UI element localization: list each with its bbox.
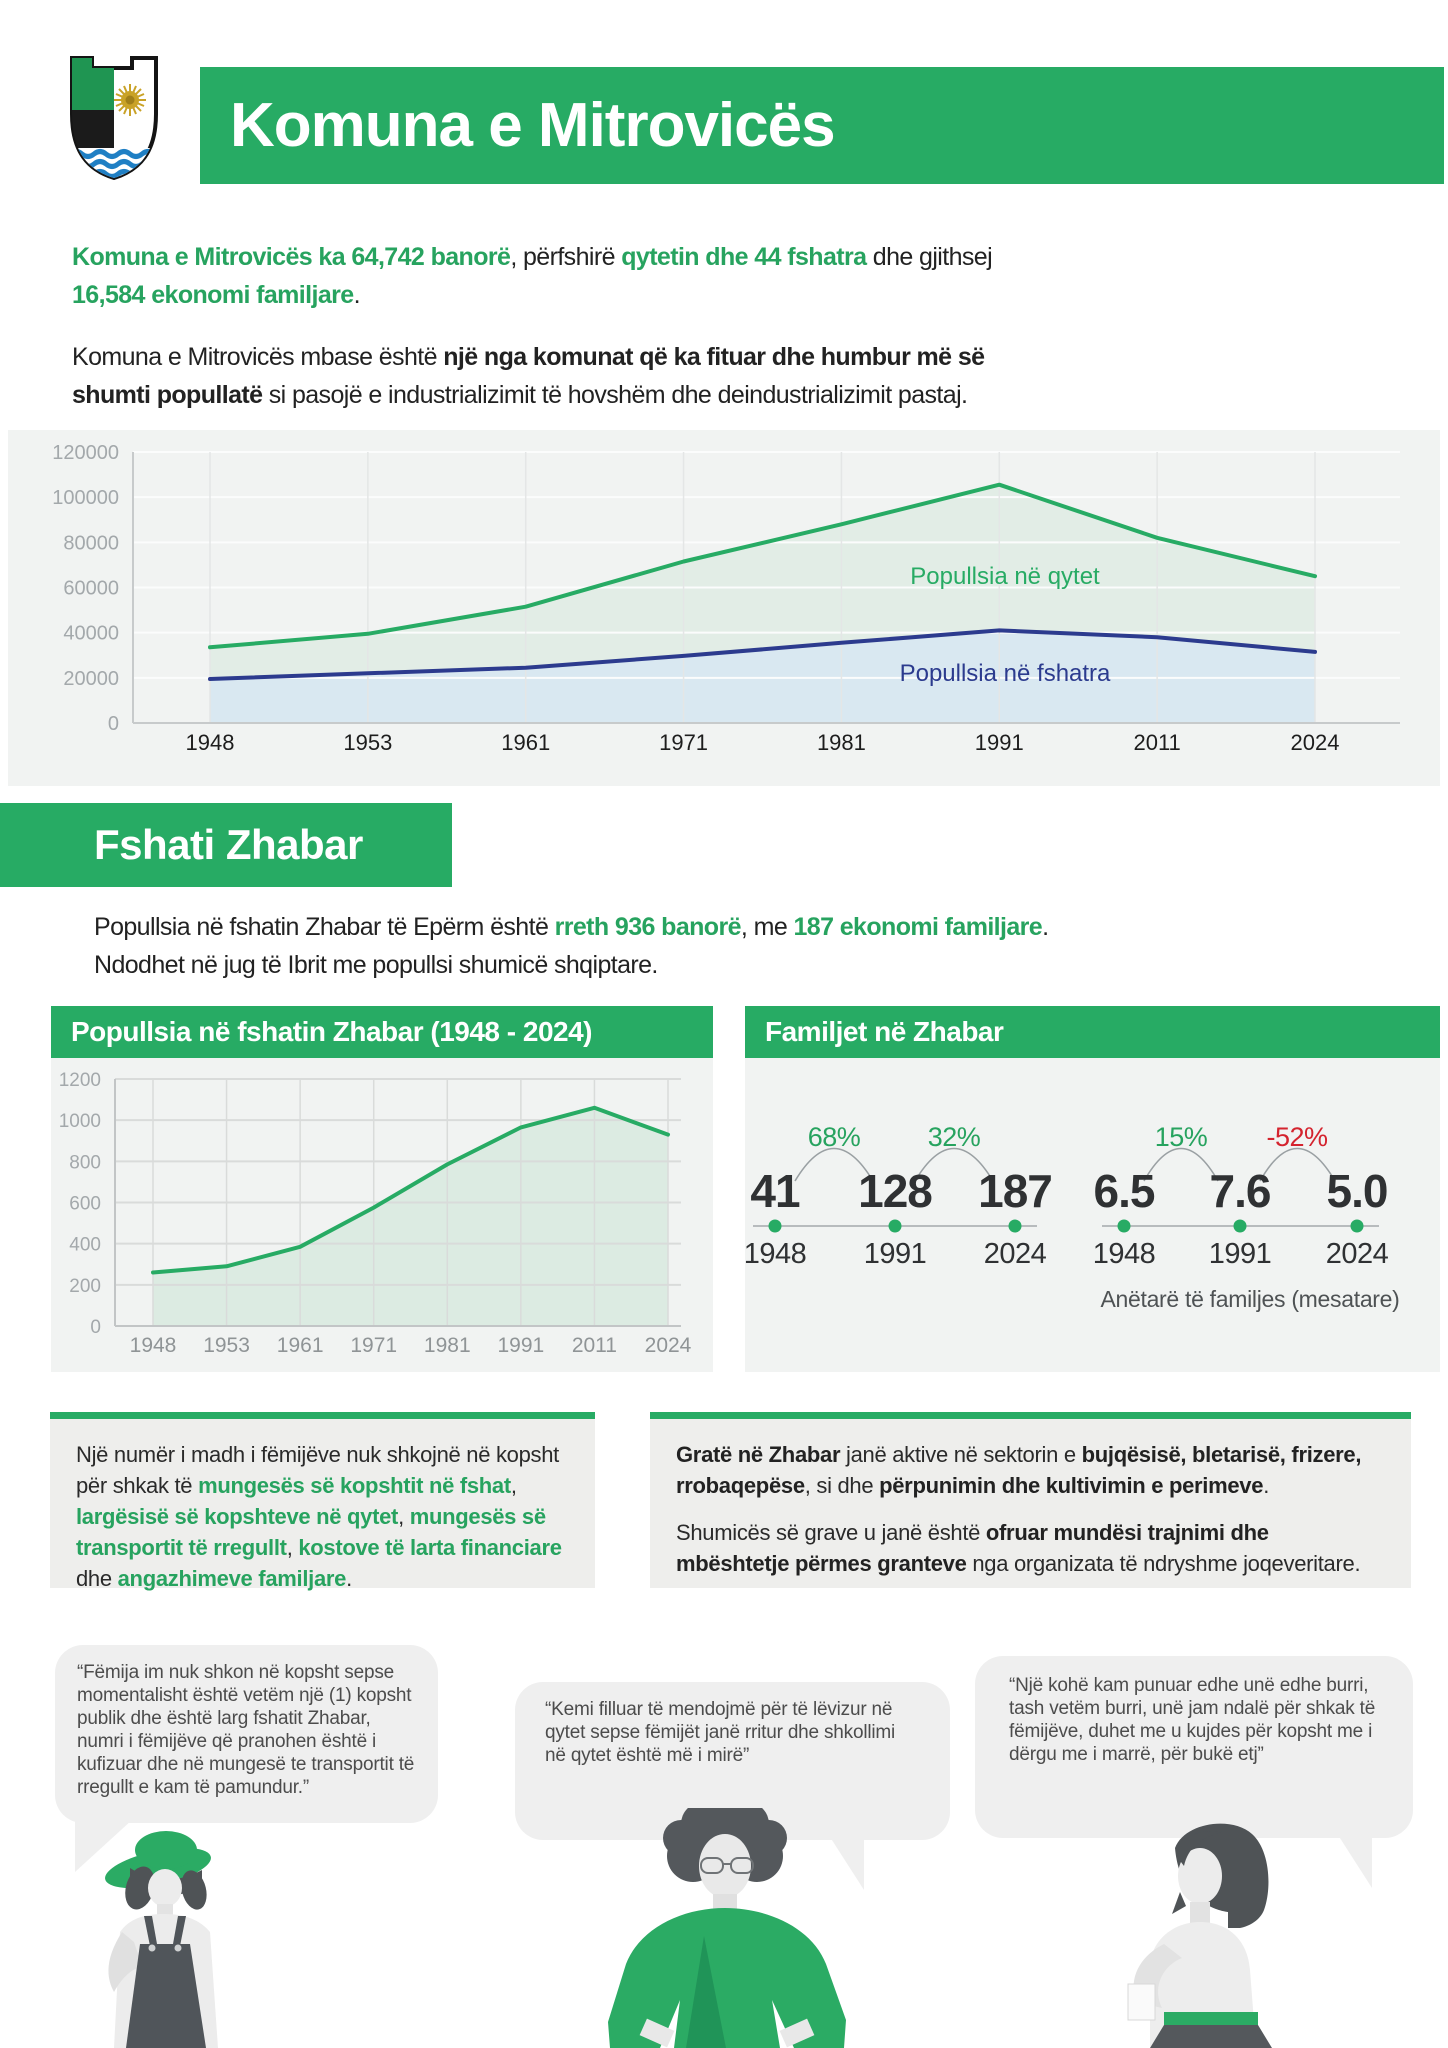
households-year-1: 1948 [743,1238,807,1270]
illustration-woman-green-hat [70,1830,250,2048]
zhabar-paragraph-line-2: Ndodhet në jug të Ibrit me popullsi shumicë shqiptare. [94,951,658,979]
quote-bubble-3-tail [1338,1835,1374,1890]
svg-text:1971: 1971 [659,730,709,755]
intro-paragraph-1-line-1: Komuna e Mitrovicës ka 64,742 banorë, përfshirë qytetin dhe 44 fshatra dhe gjithsej [72,243,993,271]
zhabar-chart-panel-title: Popullsia në fshatin Zhabar (1948 - 2024) [51,1006,713,1058]
svg-text:400: 400 [69,1234,101,1256]
quote-text-2: “Kemi filluar të mendojmë për të lëvizur në qytet sepse fëmijët janë rritur dhe shkollimi në qytet është më i mirë” [545,1699,896,1766]
svg-text:Popullsia në qytet: Popullsia në qytet [910,563,1100,590]
intro-paragraph-1-line-2: 16,584 ekonomi familjare. [72,281,360,309]
svg-text:0: 0 [90,1317,101,1338]
women-infobox-paragraph-1: Gratë në Zhabar janë aktive në sektorin e bujqësisë, bletarisë, frizere, rrobaqepëse, si dhe përpunimin dhe kultivimin e perimeve. [676,1442,1362,1498]
svg-text:1991: 1991 [497,1334,545,1357]
households-value-1948: 41 [750,1165,800,1217]
municipality-population-area-chart [8,430,1440,786]
households-year-2: 1991 [863,1238,927,1270]
svg-text:60000: 60000 [63,577,119,600]
svg-text:800: 800 [69,1152,101,1174]
svg-text:20000: 20000 [63,667,119,690]
quote-bubble-1 [55,1645,438,1823]
svg-text:2024: 2024 [1290,730,1340,755]
svg-text:1948: 1948 [185,730,235,755]
svg-text:2024: 2024 [644,1334,692,1357]
svg-text:1200: 1200 [58,1070,101,1091]
svg-text:1991: 1991 [974,730,1024,755]
households-year-3: 2024 [983,1238,1047,1270]
zhabar-chart-panel [51,1058,713,1372]
header-title-band [200,67,1444,184]
svg-text:1961: 1961 [501,730,551,755]
svg-text:600: 600 [69,1193,101,1215]
section-title-fshati-zhabar: Fshati Zhabar [0,803,452,887]
kindergarten-infobox [50,1412,595,1591]
municipality-population-chart-panel [8,430,1440,786]
svg-text:Popullsia në fshatra: Popullsia në fshatra [899,660,1111,687]
svg-text:1961: 1961 [276,1334,324,1357]
illustration-woman-holding-cup [1080,1816,1330,2048]
svg-text:1948: 1948 [129,1334,177,1357]
zhabar-paragraph-line-1: Popullsia në fshatin Zhabar të Epërm është rreth 936 banorë, me 187 ekonomi familjare. [94,913,1049,941]
svg-text:40000: 40000 [63,622,119,645]
members-year-1: 1948 [1092,1238,1156,1270]
svg-text:1953: 1953 [343,730,393,755]
illustration-person-glasses-green-sweater [590,1808,870,2048]
svg-text:1000: 1000 [58,1111,101,1133]
svg-text:1953: 1953 [203,1334,250,1357]
members-growth-percent-2: -52% [1266,1122,1328,1152]
households-growth-percent-1: 68% [807,1122,861,1152]
intro-paragraph-2-line-1: Komuna e Mitrovicës mbase është një nga komunat që ka fituar dhe humbur më së [72,343,985,371]
svg-text:80000: 80000 [63,532,119,555]
mitrovica-coat-of-arms-icon [66,56,162,180]
familjet-panel [745,1058,1440,1372]
quote-text-1: “Fëmija im nuk shkon në kopsht sepse momentalisht është vetëm një (1) kopsht publik dhe është larg fshatit Zhabar, numri i fëmijëve që pranohen është i kufizuar dhe në mungesë te transportit të rregullt e kam të pamundur.” [77,1662,415,1798]
households-value-2024: 187 [978,1165,1052,1217]
kindergarten-infobox-text: Një numër i madh i fëmijëve nuk shkojnë në kopsht për shkak të mungesës së kopshtit në fshat, largësisë së kopshteve në qytet, mungesës së transportit të rregullt, kostove të larta financiare dhe angazhimeve familjare. [76,1442,562,1591]
members-year-2: 1991 [1208,1238,1272,1270]
svg-text:0: 0 [107,713,119,735]
zhabar-population-area-chart [51,1058,713,1372]
members-growth-percent-1: 15% [1154,1122,1208,1152]
familjet-panel-title: Familjet në Zhabar [745,1006,1440,1058]
households-growth-percent-2: 32% [927,1122,981,1152]
svg-text:2011: 2011 [1133,730,1181,755]
svg-text:120000: 120000 [52,442,119,464]
svg-text:1981: 1981 [423,1334,471,1357]
women-infobox [650,1412,1411,1588]
quote-text-3: “Një kohë kam punuar edhe unë edhe burri, tash vetëm burri, unë jam ndalë për shkak të fëmijëve, duhet me u kujdes për kopsht me i dërgu me i marrë, për bukë etj” [1009,1675,1376,1765]
svg-text:1981: 1981 [816,730,866,755]
svg-text:1971: 1971 [350,1334,398,1357]
women-infobox-paragraph-2: Shumicës së grave u janë është ofruar mundësi trajnimi dhe mbështetje përmes granteve nga organizata të ndryshme joqeveritare. [676,1520,1361,1576]
members-year-3: 2024 [1325,1238,1389,1270]
members-average-caption: Anëtarë të familjes (mesatare) [1100,1286,1400,1312]
svg-text:200: 200 [69,1275,101,1297]
svg-text:2011: 2011 [571,1334,618,1357]
households-value-1991: 128 [858,1165,932,1217]
members-value-1991: 7.6 [1209,1165,1271,1217]
page-title: Komuna e Mitrovicës [230,91,835,160]
intro-paragraph-2-line-2: shumti popullatë si pasojë e industrializimit të hovshëm dhe deindustrializimit pastaj. [72,381,968,409]
quote-bubble-3 [975,1656,1413,1838]
svg-text:100000: 100000 [52,487,119,510]
members-value-1948: 6.5 [1093,1165,1155,1217]
members-value-2024: 5.0 [1326,1165,1388,1217]
